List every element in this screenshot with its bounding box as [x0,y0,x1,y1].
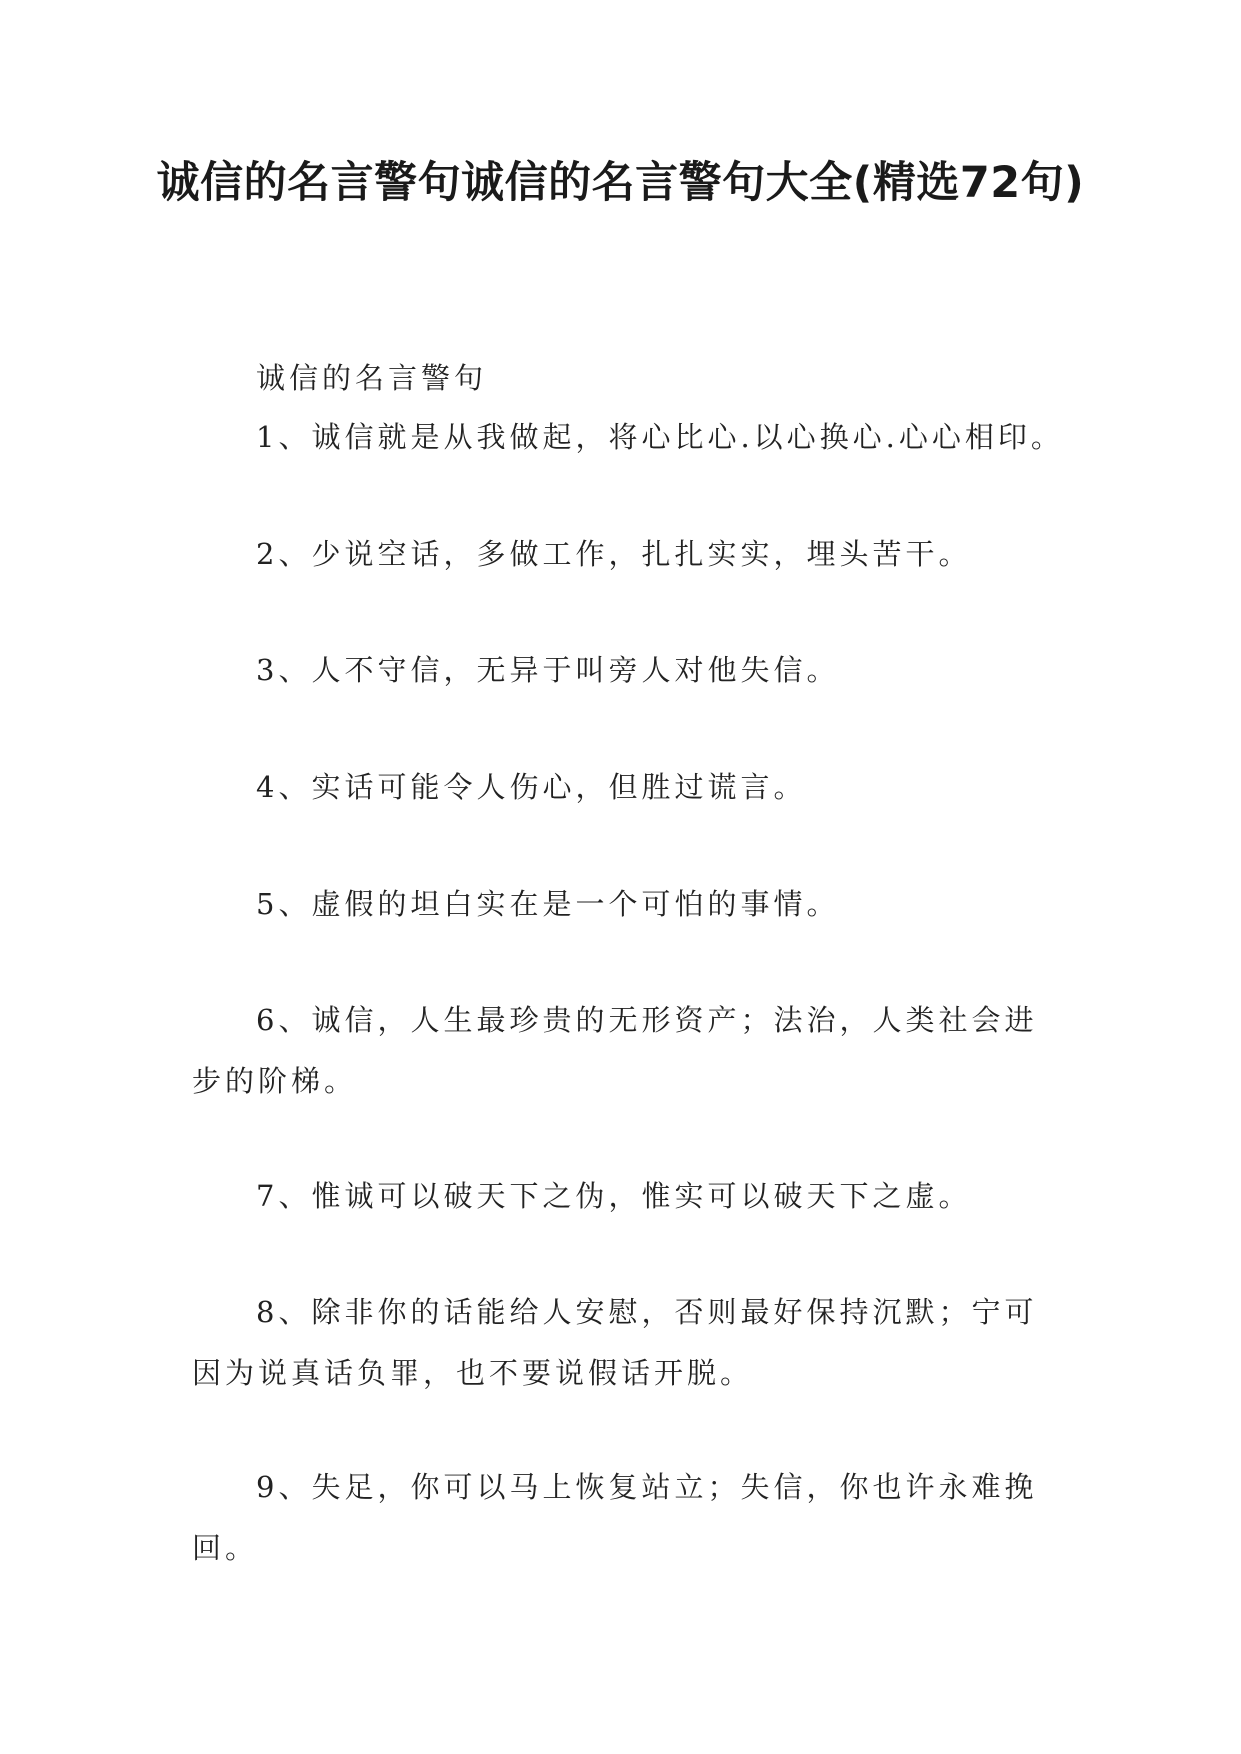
quote-item-9: 9、失足，你可以马上恢复站立；失信，你也许永难挽回。 [192,1470,1038,1565]
quote-item-5: 5、虚假的坦白实在是一个可怕的事情。 [256,887,840,921]
quote-item-8: 8、除非你的话能给人安慰，否则最好保持沉默；宁可因为说真话负罪，也不要说假话开脱。 [192,1295,1038,1390]
section-heading: 诚信的名言警句 [256,361,488,395]
quote-item-3: 3、人不守信，无异于叫旁人对他失信。 [256,653,840,687]
document-title: 诚信的名言警句诚信的名言警句大全(精选72句) [156,158,1085,208]
quote-item-1: 1、诚信就是从我做起，将心比心.以心换心.心心相印。 [256,420,1064,454]
quote-item-4: 4、实话可能令人伤心，但胜过谎言。 [256,770,807,804]
quote-item-6: 6、诚信，人生最珍贵的无形资产；法治，人类社会进步的阶梯。 [192,1003,1038,1098]
quote-item-2: 2、少说空话，多做工作，扎扎实实，埋头苦干。 [256,537,972,571]
quote-item-7: 7、惟诚可以破天下之伪，惟实可以破天下之虚。 [256,1179,972,1213]
